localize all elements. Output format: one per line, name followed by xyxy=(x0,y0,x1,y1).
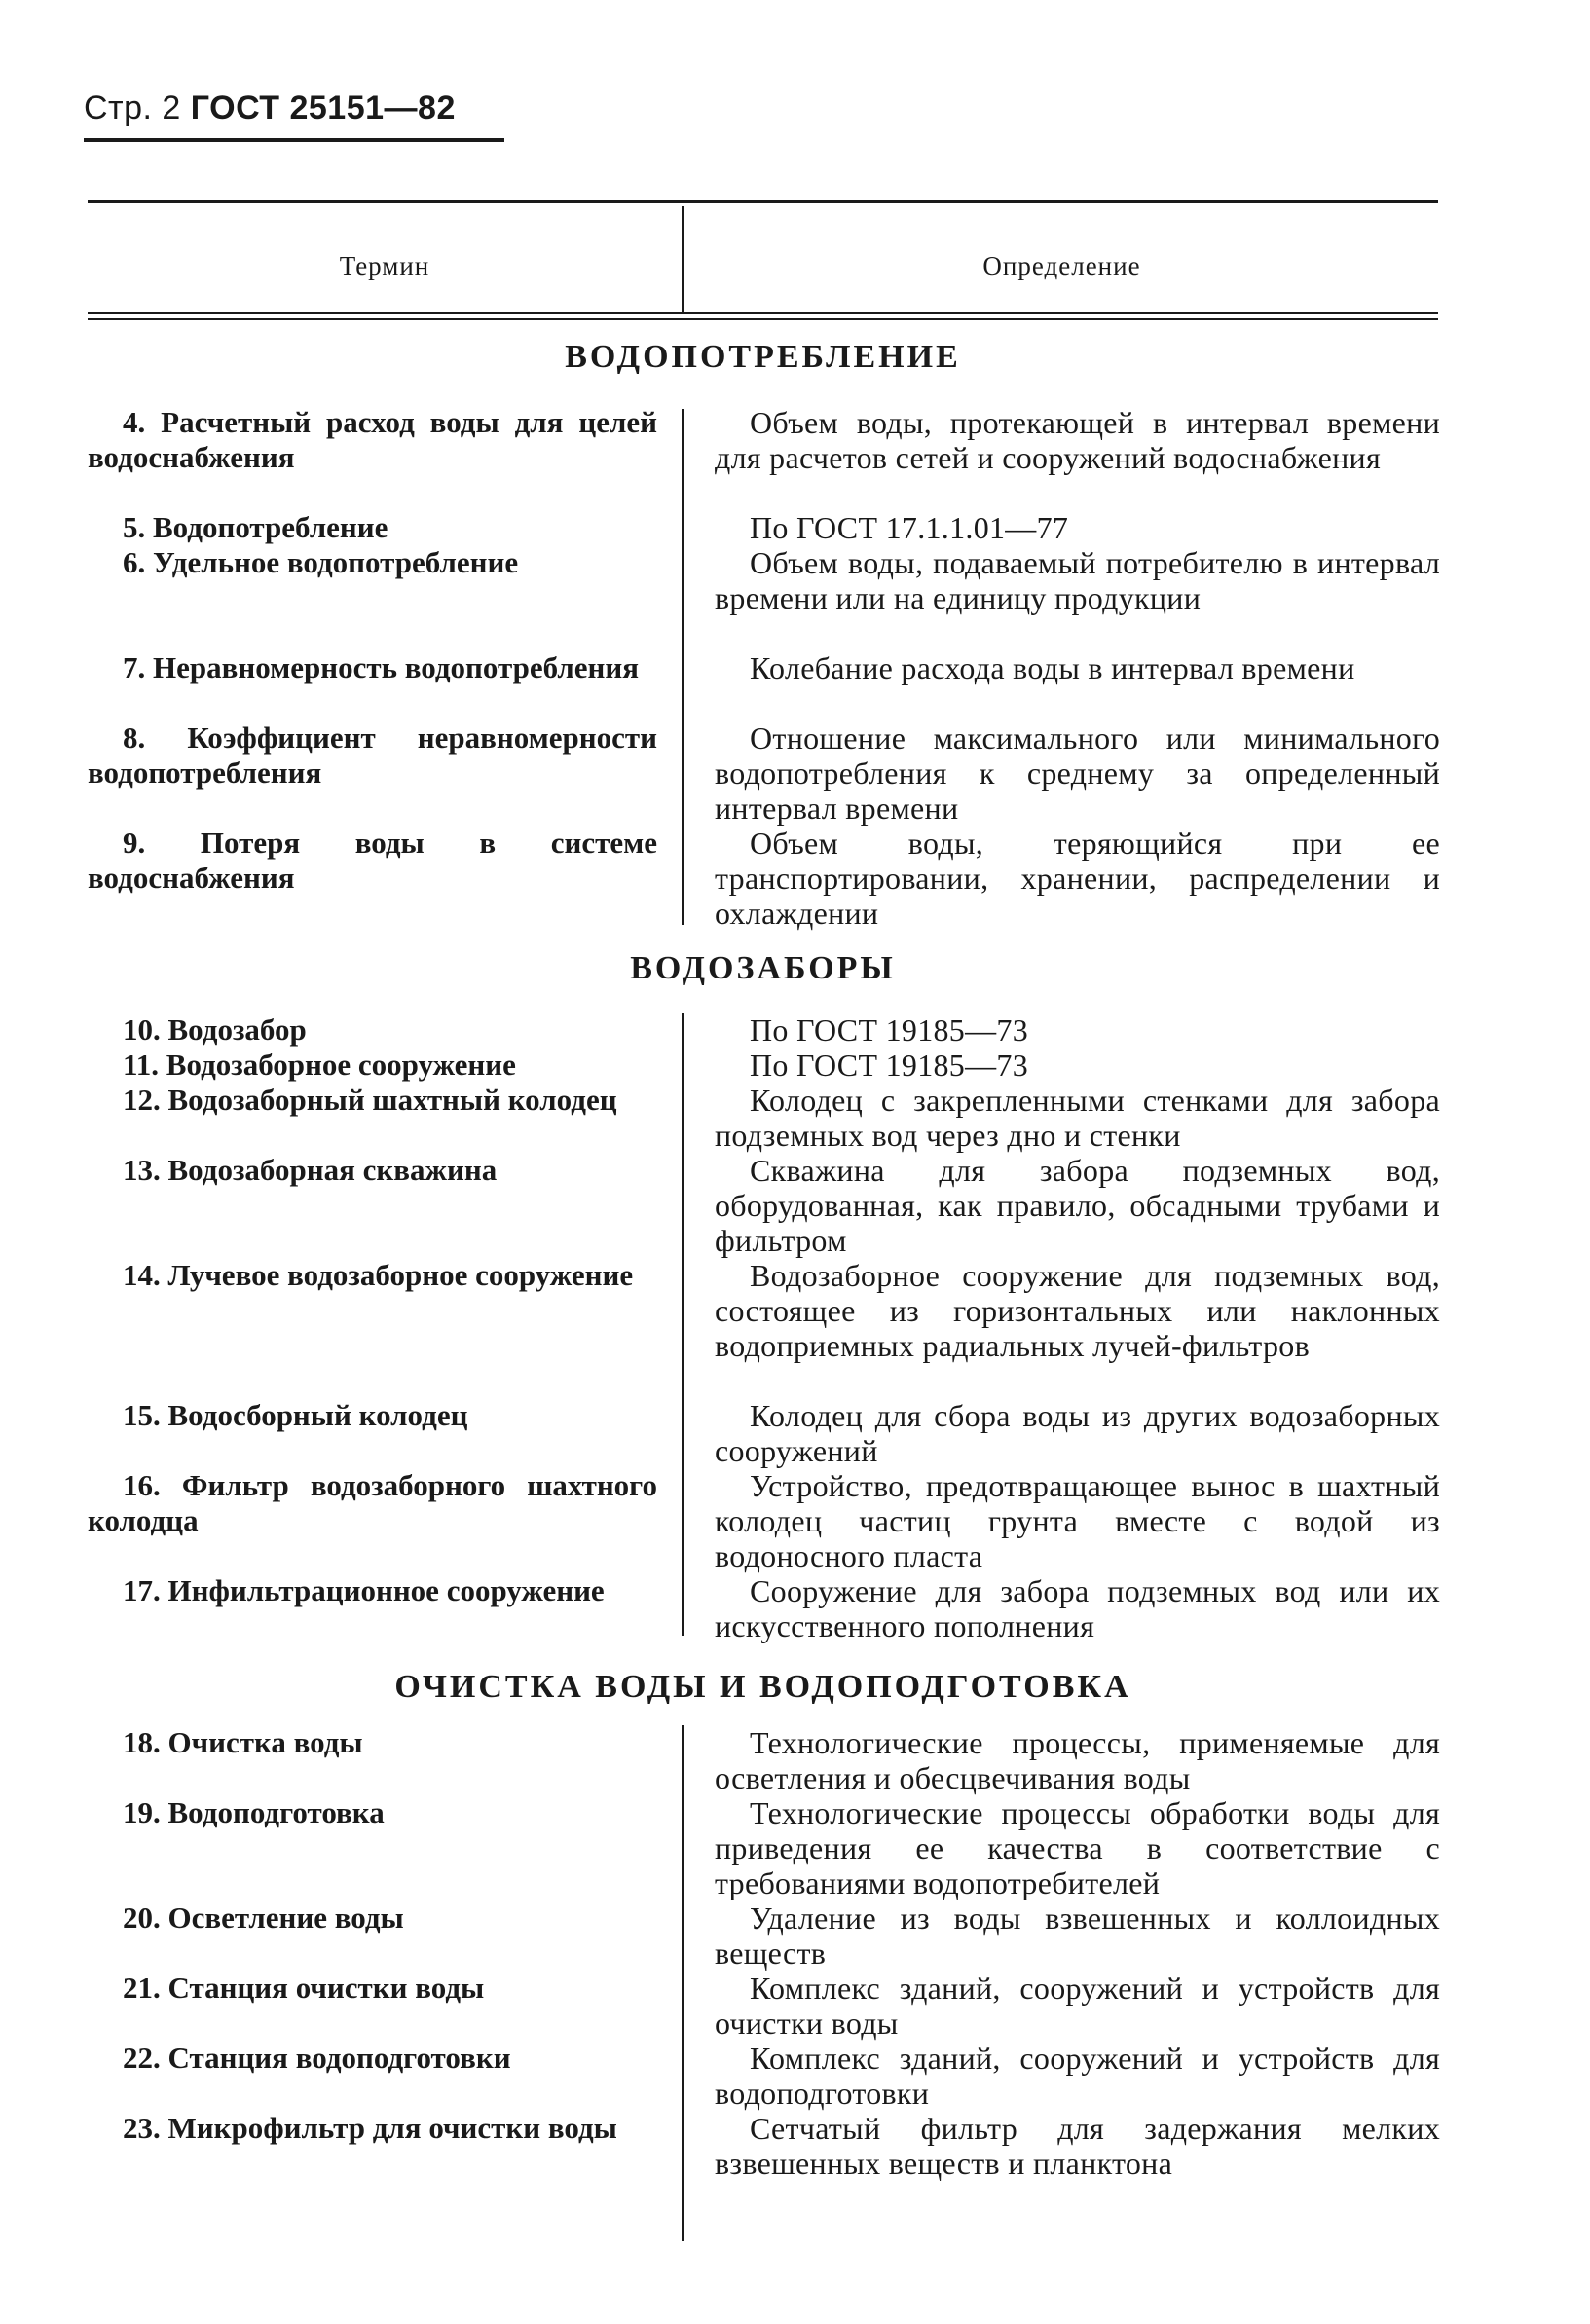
term: 16. Фильтр водозаборного шахтного колодца xyxy=(88,1468,657,1537)
term: 21. Станция очистки воды xyxy=(123,1971,485,2005)
definition: Колодец для сбора воды из других водозаборных сооружений xyxy=(715,1398,1440,1468)
definition: Комплекс зданий, сооружений и устройств для очистки воды xyxy=(715,1971,1440,2041)
term: 9. Потеря воды в системе водоснабжения xyxy=(88,826,657,895)
definition: Удаление из воды взвешенных и коллоидных веществ xyxy=(715,1900,1440,1971)
term: 10. Водозабор xyxy=(123,1013,307,1047)
definition: Объем воды, подаваемый потребителю в интервал времени или на единицу продукции xyxy=(715,545,1440,615)
definition: По ГОСТ 17.1.1.01—77 xyxy=(750,510,1069,545)
page-number: Стр. 2 xyxy=(84,90,181,127)
definition: По ГОСТ 19185—73 xyxy=(750,1013,1029,1048)
term: 14. Лучевое водозаборное сооружение xyxy=(123,1258,634,1292)
column-header-divider xyxy=(682,206,684,312)
term: 18. Очистка воды xyxy=(123,1725,363,1759)
term: 8. Коэффициент неравномерности водопотребления xyxy=(88,720,657,790)
term: 5. Водопотребление xyxy=(123,510,388,544)
section-title: ВОДОЗАБОРЫ xyxy=(630,950,896,986)
term: 17. Инфильтрационное сооружение xyxy=(123,1573,605,1607)
table-top-rule xyxy=(88,200,1438,203)
definition: Скважина для забора подземных вод, оборудованная, как правило, обсадными трубами и фильтром xyxy=(715,1153,1440,1258)
term: 20. Осветление воды xyxy=(123,1900,404,1935)
definition: Технологические процессы обработки воды для приведения ее качества в соответствие с требованиями водопотребителей xyxy=(715,1795,1440,1900)
definition: Сетчатый фильтр для задержания мелких взвешенных веществ и планктона xyxy=(715,2111,1440,2181)
column-header-definition: Определение xyxy=(982,251,1141,280)
column-header-term: Термин xyxy=(339,251,430,280)
table-header-rule xyxy=(88,312,1438,314)
definition: По ГОСТ 19185—73 xyxy=(750,1048,1029,1083)
definition: Технологические процессы, применяемые для осветления и обесцвечивания воды xyxy=(715,1725,1440,1795)
definition: Объем воды, теряющийся при ее транспортировании, хранении, распределении и охлаждении xyxy=(715,826,1440,931)
definition: Отношение максимального или минимального водопотребления к среднему за определенный интервал времени xyxy=(715,720,1440,826)
definition: Колебание расхода воды в интервал времени xyxy=(750,650,1355,685)
definition: Колодец с закрепленными стенками для забора подземных вод через дно и стенки xyxy=(715,1083,1440,1153)
term: 13. Водозаборная скважина xyxy=(123,1153,498,1187)
definition: Объем воды, протекающей в интервал времени для расчетов сетей и сооружений водоснабжения xyxy=(715,405,1440,475)
section-title: ОЧИСТКА ВОДЫ И ВОДОПОДГОТОВКА xyxy=(394,1669,1131,1705)
term: 7. Неравномерность водопотребления xyxy=(123,650,639,684)
term: 11. Водозаборное сооружение xyxy=(123,1048,516,1082)
section-title: ВОДОПОТРЕБЛЕНИЕ xyxy=(565,339,961,375)
page-header xyxy=(84,90,456,128)
term: 22. Станция водоподготовки xyxy=(123,2041,511,2075)
definition: Сооружение для забора подземных вод или их искусственного пополнения xyxy=(715,1573,1440,1643)
definition: Водозаборное сооружение для подземных вод, состоящее из горизонтальных или наклонных водоприемных радиальных лучей-фильтров xyxy=(715,1258,1440,1363)
standard-number: ГОСТ 25151—82 xyxy=(190,90,456,127)
term: 15. Водосборный колодец xyxy=(123,1398,468,1432)
definition: Устройство, предотвращающее вынос в шахтный колодец частиц грунта вместе с водой из водоносного пласта xyxy=(715,1468,1440,1573)
column-divider xyxy=(682,409,684,925)
column-divider xyxy=(682,1013,684,1636)
term: 4. Расчетный расход воды для целей водоснабжения xyxy=(88,405,657,474)
column-divider xyxy=(682,1725,684,2241)
term: 19. Водоподготовка xyxy=(123,1795,385,1829)
term: 6. Удельное водопотребление xyxy=(123,545,519,579)
header-rule xyxy=(84,138,504,142)
table-header-rule xyxy=(88,318,1438,320)
term: 12. Водозаборный шахтный колодец xyxy=(123,1083,617,1117)
definition: Комплекс зданий, сооружений и устройств для водоподготовки xyxy=(715,2041,1440,2111)
term: 23. Микрофильтр для очистки воды xyxy=(123,2111,617,2145)
